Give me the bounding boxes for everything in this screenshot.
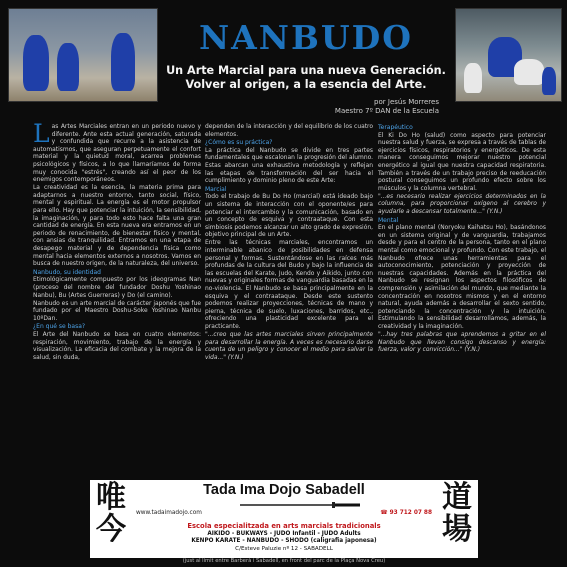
section-heading: ¿En qué se basa? xyxy=(33,323,86,331)
paragraph: Todo el trabajo de Bu Do Ho (marcial) está ideado bajo un sistema de interacción con el oponente/es para potenciar el intercambio y la comunicación, basado en un concepto de esquiva y contraataque. Con esta simbiosis podemos alcanzar un alto grado de expresión, objetivo principal de un Arte. xyxy=(205,193,373,239)
paragraph: La creatividad es la esencia, la materia prima para adaptarnos a nuestro entorno, tanto social, físico, mental y espiritual. La energía es el motor propulsor para ello. Hay que potenciar la intuición, la sensibilidad, la imaginación, y para todo esto hace falta una gran cantidad de energía. En esta nueva era entramos en un periodo de renacimiento, de bienestar físico y mental, con ansias de tranquilidad. Entramos en una etapa de desapego material y de dependencia física como mental hacia elementos externos a nosotros. Vamos en busca de nuestro origen, de la naturaleza, del universo. xyxy=(33,184,201,268)
ad-location-note: (just al límit entre Barberà i Sabadell, en front del parc de la Plaça Nova Creu) xyxy=(182,558,386,564)
practitioner-figure xyxy=(464,63,482,93)
article-column-1 xyxy=(33,119,202,362)
drop-cap: L xyxy=(33,119,50,148)
dojo-advertisement xyxy=(90,480,478,558)
paragraph: En el plano mental (Noryoku Kaihatsu Ho), basándonos en un sistema original y de vanguardia, trabajamos desde y para el centro de la persona, tanto en el plano mental como emocional y profundo. Con este trabajo, el Nanbudo ofrece unas herramientas para el autoconocimiento, potenciación y proyección de nuestras capacidades. Además en la práctica del Nanbudo se resignan los aspectos filosóficos de comprensión y asimilación del mundo, que mediante la concentración en nosotros mismos y en el entorno natural, ayuda además a desarrollar el sexto sentido, potenciando la concentración y la intuición. Estimulando la sensibilidad desarrollamos, además, la creatividad y la imaginación. xyxy=(378,224,546,330)
ad-disciplines: KENPO KARATE - NANBUDO - SHODO (caligrafia japonesa) xyxy=(191,538,377,544)
ad-tagline: Escola especialitzada en arts marcials tradicionals xyxy=(187,522,381,530)
ad-disciplines: AIKIDO - BUKWAYS - JUDO Infantil - JUDO Adults xyxy=(207,531,361,537)
subtitle xyxy=(150,64,462,92)
quote: "...hay tres palabras que aprendemos a gritar en el Nanbudo que llevan consigo descanso y energía: fuerza, valor y convicción..." (Y.N.) xyxy=(378,331,546,354)
paragraph: Las Artes Marciales entran en un periodo nuevo y diferente. Ante esta actual generación, saturada y confundida que recurre a la asistencia de automatismos, que aseguran perpetuamente el confort material y la quietud moral, acarrea problemas psicológicos y físicos, a lo que llamaríamos de forma muy conocida "estrés", creando así el peor de los enemigos contemporáneos. xyxy=(33,119,201,184)
paragraph: Nanbudo es un arte marcial de carácter japonés que fue fundado por el Maestro Doshu-Soke Yoshinao Nanbu 10ºDan. xyxy=(33,299,202,322)
author-name: por Jesús Morreres xyxy=(374,98,439,106)
author-role: Maestro 7º DAN de la Escuela xyxy=(334,107,439,115)
practitioner-figure xyxy=(57,43,79,91)
photo-practitioners-right xyxy=(455,8,562,102)
practitioner-figure xyxy=(23,35,49,91)
quote: "...es necesario realizar ejercicios determinados en la columna, para proporcionar oxígeno al cerebro y ayudarle a descansar totalmente..." (Y.N.) xyxy=(378,192,546,216)
practitioner-figure xyxy=(514,59,544,85)
subtitle-line: Volver al origen, a la esencia del Arte. xyxy=(185,78,427,91)
ad-address: C/Esteve Paluzie nº 12 - SABADELL xyxy=(235,546,333,552)
author-credit xyxy=(335,98,439,116)
section-heading: Terapéutico xyxy=(378,124,413,131)
kanji-right: 道場 xyxy=(442,480,472,547)
ad-website-link[interactable]: www.tadaimadojo.com xyxy=(136,510,202,516)
paragraph: El Ki Do Ho (salud) como aspecto para potenciar nuestra salud y fuerza, se expresa a través de tablas de ejercicios físicos, respiratorios y energéticos. De esta manera conseguimos mejorar nuestro potencial energético al igual que nuestra capacidad respiratoria. También a través de un trabajo preciso de reeducación postural conseguimos un profundo efecto sobre los músculos y la columna vertebral. xyxy=(378,131,546,192)
ad-title: Tada Ima Dojo Sabadell xyxy=(203,482,365,498)
section-heading: Mental xyxy=(378,216,399,224)
practitioner-figure xyxy=(542,67,556,95)
photo-practitioners-left xyxy=(8,8,158,102)
section-heading: ¿Cómo es su práctica? xyxy=(205,139,273,147)
kanji-left: 唯今 xyxy=(96,480,126,547)
paragraph: Etimológicamente compuesto por los ideogramas Nan (proceso del nombre del fundador Doshu Yoshinao Nanbu), Bu (Artes Guerreras) y Do (el camino). xyxy=(33,276,201,299)
paragraph: El Arte del Nanbudo se basa en cuatro elementos: respiración, movimiento, trabajo de la energía y visualización. La eficacia del combate y la mejora de la salud, sin duda, xyxy=(33,331,201,361)
article-column-3 xyxy=(378,123,546,354)
page-title: NANBUDO xyxy=(199,18,413,57)
paragraph: dependen de la interacción y del equilibrio de los cuatro elementos. xyxy=(205,123,373,138)
practitioner-figure xyxy=(111,33,135,91)
katana-icon xyxy=(240,501,360,509)
paragraph: Entre las técnicas marciales, encontramos un interminable abanico de posibilidades en defensa personal y formas. Sustentándose en las raíces más profundas de la cultura del Budo y bajo la influencia de las escuelas del Karate, Judo, Kendo y Aikido, junto con nuevas y originales formas de vanguardia basadas en la no-violencia. El Nanbudo se basa principalmente en la esquiva y el contraataque. Desde este sustento podemos realizar proyecciones, técnicas de mano y pierna, técnica de suelo, luxaciones, barridos, etc., ofreciendo una plasticidad excelente para el practicante. xyxy=(205,239,373,330)
section-heading: Marcial xyxy=(205,185,227,193)
quote: "...creo que las artes marciales sirven principalmente para desarrollar la energía. A veces es necesario darse cuenta de un peligro y conocer el medio para salvar la vida..." (Y.N.) xyxy=(205,331,373,361)
subtitle-line: Un Arte Marcial para una nueva Generación. xyxy=(166,64,446,77)
article-column-2 xyxy=(205,123,373,362)
section-heading: Nanbudo, su identidad xyxy=(33,268,101,276)
paragraph: La práctica del Nanbudo se divide en tres partes fundamentales que escalonan la progresión del alumno. Estas abarcan una exhaustiva metodología y reflejan las etapas de transformación del ser hacia el cumplimiento y dominio pleno de este Arte: xyxy=(205,146,373,185)
ad-phone: ☎ 93 712 07 88 xyxy=(380,510,432,516)
